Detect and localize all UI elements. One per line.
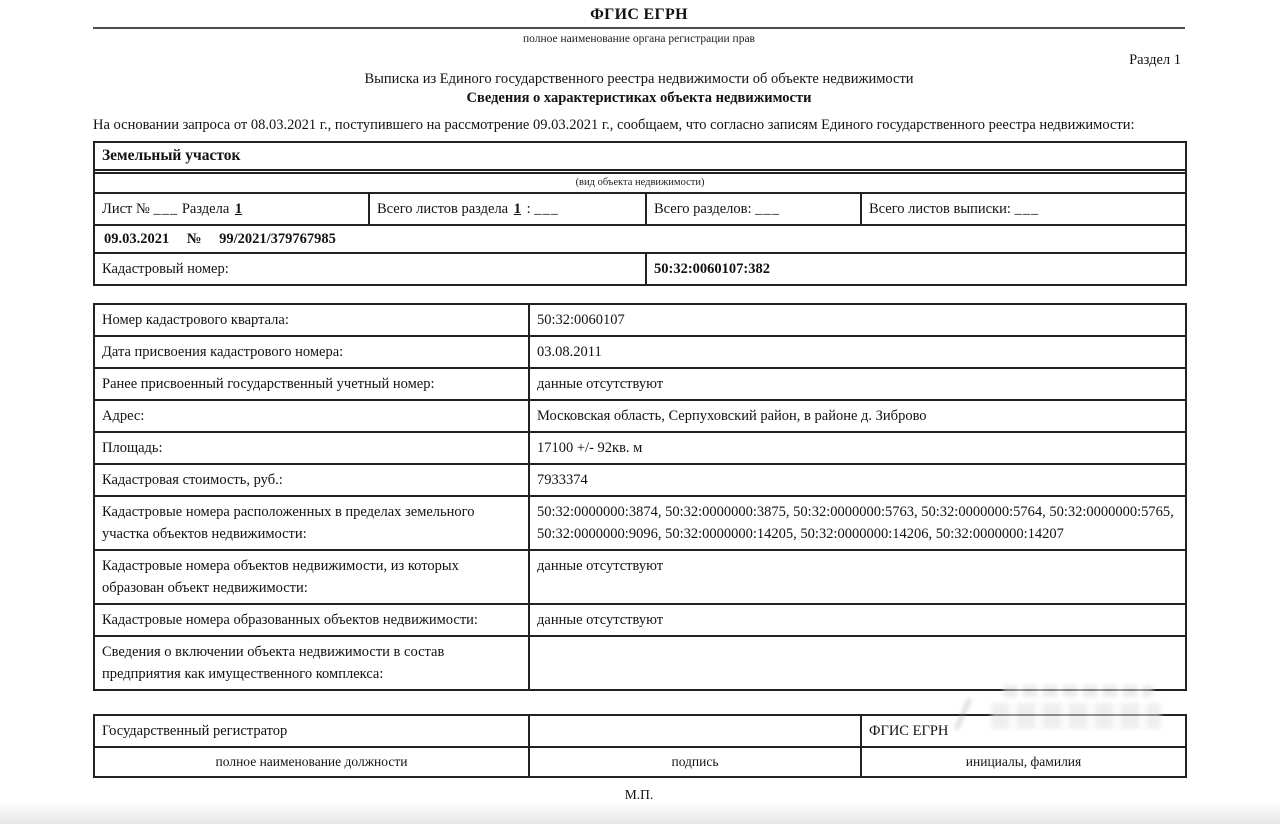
total-extract-sheets-cell xyxy=(861,193,1186,225)
section-label: Раздел 1 xyxy=(1129,52,1181,68)
table-row xyxy=(94,304,1186,336)
detail-value xyxy=(529,636,1186,690)
intro-paragraph: На основании запроса от 08.03.2021 г., поступившего на рассмотрение 09.03.2021 г., сообщаем, что согласно записям Единого государственного реестра недвижимости: xyxy=(93,117,1135,133)
signature-table xyxy=(93,714,1187,778)
detail-label: Дата присвоения кадастрового номера: xyxy=(94,336,529,368)
registrar-row xyxy=(94,715,1186,747)
object-type-caption-cell: (вид объекта недвижимости) xyxy=(94,173,1186,193)
header-rule xyxy=(93,27,1185,29)
table-row xyxy=(94,336,1186,368)
table-row xyxy=(94,496,1186,550)
registrar-label-cell: Государственный регистратор xyxy=(94,715,529,747)
page-content xyxy=(93,0,1185,803)
extract-date-number-cell xyxy=(94,225,1186,253)
detail-label: Ранее присвоенный государственный учетный номер: xyxy=(94,368,529,400)
cadastral-number-row xyxy=(94,253,1186,285)
detail-value: данные отсутствуют xyxy=(529,368,1186,400)
extract-date: 09.03.2021 xyxy=(104,231,170,247)
extract-date-number-row xyxy=(94,225,1186,253)
sheet-label: Лист № xyxy=(102,201,150,217)
number-sign: № xyxy=(186,231,202,247)
total-sheets-blank: ___ xyxy=(534,201,560,217)
detail-value: данные отсутствуют xyxy=(529,550,1186,604)
detail-value: 50:32:0000000:3874, 50:32:0000000:3875, 50:32:0000000:5763, 50:32:0000000:5764, 50:32:0000000:5765, 50:32:0000000:9096, 50:32:0000000:14205, 50:32:0000000:14206, 50:32:0000000:14207 xyxy=(529,496,1186,550)
sheet-info-row xyxy=(94,193,1186,225)
detail-label: Адрес: xyxy=(94,400,529,432)
app-title: ФГИС ЕГРН xyxy=(590,6,688,23)
doc-subtitle: Сведения о характеристиках объекта недвижимости xyxy=(466,90,812,106)
sheet-blank: ___ xyxy=(153,201,179,217)
total-sheets-cell xyxy=(369,193,646,225)
detail-label: Площадь: xyxy=(94,432,529,464)
signature-cell xyxy=(529,715,861,747)
object-details-table xyxy=(93,303,1187,691)
registrar-value-cell: ФГИС ЕГРН xyxy=(861,715,1186,747)
object-type-caption-row xyxy=(94,173,1186,193)
total-sheets-colon: : xyxy=(526,201,531,217)
total-sheets-label: Всего листов раздела xyxy=(377,201,509,217)
detail-value: 7933374 xyxy=(529,464,1186,496)
detail-label: Кадастровые номера расположенных в пределах земельного участка объектов недвижимости: xyxy=(94,496,529,550)
table-row xyxy=(94,636,1186,690)
table-row xyxy=(94,604,1186,636)
cadastral-number-value-cell: 50:32:0060107:382 xyxy=(646,253,1186,285)
table-row xyxy=(94,432,1186,464)
object-type-cell: Земельный участок xyxy=(94,142,1186,170)
total-sheets-number: 1 xyxy=(513,201,521,217)
initials-caption-cell: инициалы, фамилия xyxy=(861,747,1186,777)
signature-caption-cell: подпись xyxy=(529,747,861,777)
detail-value: Московская область, Серпуховский район, в районе д. Зиброво xyxy=(529,400,1186,432)
stamp-place-label: М.П. xyxy=(624,787,654,802)
detail-value: 50:32:0060107 xyxy=(529,304,1186,336)
position-caption-cell: полное наименование должности xyxy=(94,747,529,777)
org-caption: полное наименование органа регистрации прав xyxy=(523,33,755,45)
table-row xyxy=(94,464,1186,496)
razdel-label: Раздела xyxy=(181,201,230,217)
table-row xyxy=(94,550,1186,604)
detail-label: Кадастровые номера образованных объектов недвижимости: xyxy=(94,604,529,636)
doc-title: Выписка из Единого государственного реестра недвижимости об объекте недвижимости xyxy=(364,71,914,87)
extract-number: 99/2021/379767985 xyxy=(219,231,336,247)
detail-label: Номер кадастрового квартала: xyxy=(94,304,529,336)
object-type-row xyxy=(94,142,1186,170)
total-extract-label: Всего листов выписки: xyxy=(869,201,1011,217)
table-row xyxy=(94,400,1186,432)
total-sections-cell xyxy=(646,193,861,225)
total-sections-blank: ___ xyxy=(755,201,780,217)
signature-captions-row xyxy=(94,747,1186,777)
detail-label: Сведения о включении объекта недвижимости в состав предприятия как имущественного комплекса: xyxy=(94,636,529,690)
object-header-table xyxy=(93,141,1187,286)
cadastral-number-label-cell: Кадастровый номер: xyxy=(94,253,646,285)
page-bottom-shadow xyxy=(0,802,1280,824)
detail-value: 17100 +/- 92кв. м xyxy=(529,432,1186,464)
razdel-number: 1 xyxy=(234,201,243,217)
total-sections-label: Всего разделов: xyxy=(654,201,752,217)
total-extract-blank: ___ xyxy=(1014,201,1040,217)
sheet-number-cell xyxy=(94,193,369,225)
table-row xyxy=(94,368,1186,400)
detail-value: данные отсутствуют xyxy=(529,604,1186,636)
detail-label: Кадастровая стоимость, руб.: xyxy=(94,464,529,496)
detail-value: 03.08.2011 xyxy=(529,336,1186,368)
detail-label: Кадастровые номера объектов недвижимости, из которых образован объект недвижимости: xyxy=(94,550,529,604)
